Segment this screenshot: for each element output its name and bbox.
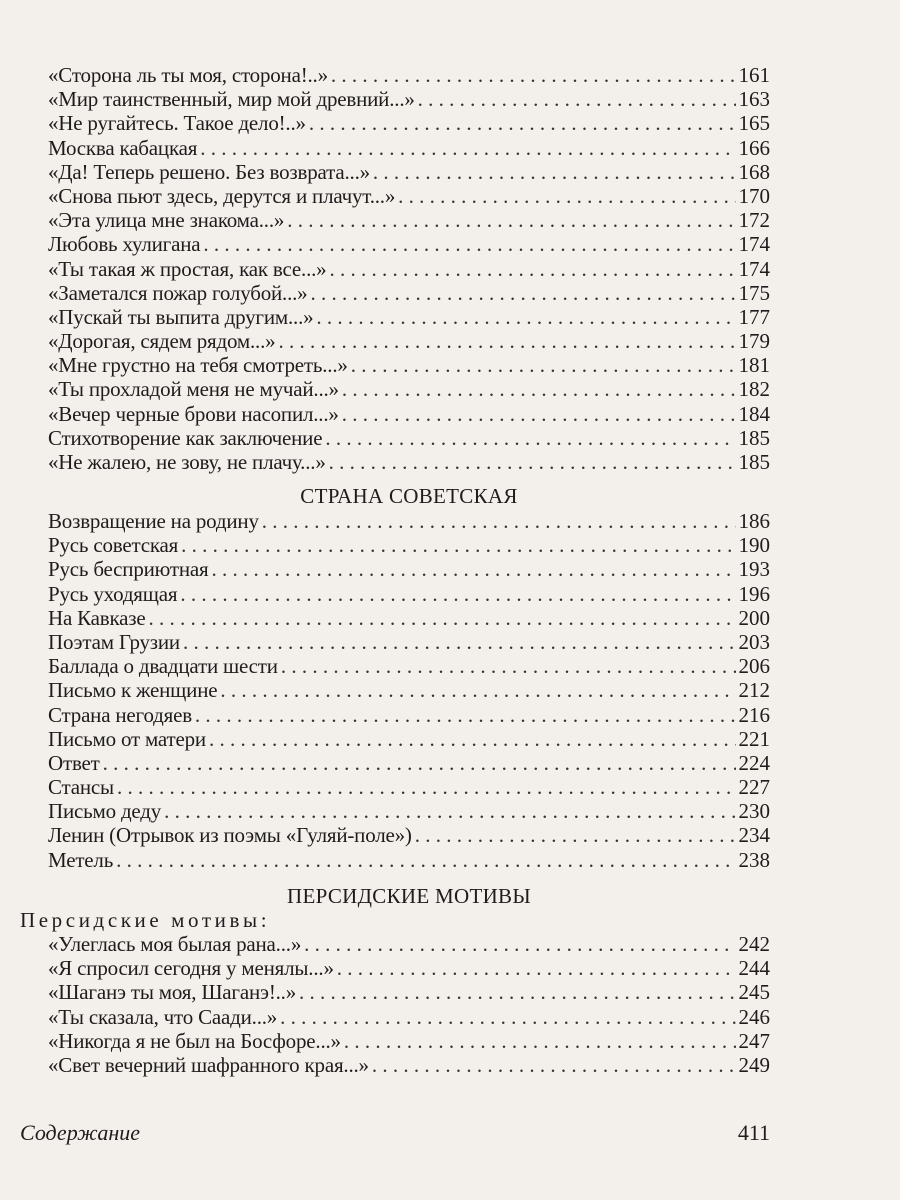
toc-entry (48, 63, 770, 87)
dot-leader (372, 1053, 736, 1077)
entry-title: «Я спросил сегодня у менялы...» (48, 956, 334, 981)
entry-page: 190 (738, 533, 770, 558)
entry-page: 170 (738, 183, 770, 208)
entry-title: Баллада о двадцати шести (48, 654, 278, 679)
toc-entry (48, 533, 770, 557)
entry-title: Стихотворение как заключение (48, 425, 323, 450)
entry-page: 182 (738, 377, 770, 402)
entry-title: «Никогда я не был на Босфоре...» (48, 1028, 341, 1053)
entry-page: 174 (738, 232, 770, 257)
toc-entry (48, 377, 770, 401)
dot-leader (415, 823, 736, 847)
entry-page: 224 (738, 750, 770, 775)
entry-title: Стансы (48, 775, 114, 800)
toc-entry (48, 654, 770, 678)
dot-leader (220, 678, 735, 702)
entry-page: 203 (738, 629, 770, 654)
toc-entry (48, 160, 770, 184)
entry-page: 161 (738, 63, 770, 87)
entry-page: 246 (738, 1004, 770, 1029)
entry-title: «Ты прохладой меня не мучай...» (48, 377, 339, 402)
toc-entry (48, 980, 770, 1004)
entry-title: «Не жалею, не зову, не плачу...» (48, 450, 326, 474)
dot-leader (418, 87, 736, 111)
toc-entry (48, 630, 770, 654)
entry-title: «Не ругайтесь. Такое дело!..» (48, 111, 306, 136)
toc-entry (48, 932, 770, 956)
dot-leader (299, 980, 735, 1004)
entry-title: «Свет вечерний шафранного края...» (48, 1052, 369, 1077)
entry-page: 181 (738, 353, 770, 378)
entry-page: 244 (738, 956, 770, 981)
toc-entry (48, 1029, 770, 1053)
entry-title: Поэтам Грузии (48, 629, 180, 654)
entry-title: «Ты сказала, что Саади...» (48, 1004, 278, 1029)
toc-section-moskva (48, 63, 770, 474)
entry-page: 196 (738, 581, 770, 606)
entry-page: 184 (738, 401, 770, 426)
entry-page: 163 (738, 87, 770, 112)
dot-leader (180, 582, 735, 606)
toc-entry (48, 1053, 770, 1077)
entry-page: 245 (738, 980, 770, 1005)
toc-entry (48, 136, 770, 160)
dot-leader (287, 208, 735, 232)
entry-title: Письмо от матери (48, 726, 206, 751)
entry-page: 193 (738, 557, 770, 582)
toc-entry (48, 232, 770, 256)
toc-entry (48, 557, 770, 581)
dot-leader (398, 184, 735, 208)
dot-leader (351, 353, 736, 377)
entry-title: Любовь хулигана (48, 232, 201, 257)
entry-title: «Да! Теперь решено. Без возврата...» (48, 159, 370, 184)
entry-title: Русь советская (48, 533, 179, 558)
entry-title: «Улеглась моя былая рана...» (48, 932, 302, 956)
dot-leader (203, 232, 735, 256)
entry-page: 249 (738, 1052, 770, 1077)
entry-title: «Сторона ль ты моя, сторона!..» (48, 63, 328, 87)
entry-title: Москва кабацкая (48, 135, 198, 160)
entry-title: «Снова пьют здесь, дерутся и плачут...» (48, 183, 396, 208)
dot-leader (325, 426, 735, 450)
dot-leader (181, 533, 735, 557)
dot-leader (211, 557, 735, 581)
subheading-persidskie-motivy: Персидские мотивы: (20, 908, 271, 932)
dot-leader (373, 160, 736, 184)
entry-title: «Ты такая ж простая, как все...» (48, 256, 327, 281)
dot-leader (316, 305, 735, 329)
toc-entry (48, 1005, 770, 1029)
entry-title: Метель (48, 847, 114, 872)
dot-leader (195, 703, 736, 727)
toc-entry (48, 184, 770, 208)
entry-title: «Мир таинственный, мир мой древний...» (48, 87, 415, 112)
toc-entry (48, 582, 770, 606)
entry-page: 230 (738, 799, 770, 824)
entry-page: 238 (738, 847, 770, 872)
entry-page: 177 (738, 304, 770, 329)
entry-title: «Пускай ты выпита другим...» (48, 304, 314, 329)
dot-leader (342, 402, 736, 426)
toc-entry (48, 87, 770, 111)
toc-entry (48, 426, 770, 450)
entry-title: «Вечер черные брови насопил...» (48, 401, 339, 426)
entry-page: 179 (738, 329, 770, 354)
dot-leader (200, 136, 735, 160)
toc-entry (48, 329, 770, 353)
toc-entry (48, 402, 770, 426)
entry-page: 234 (738, 823, 770, 848)
toc-entry (48, 208, 770, 232)
entry-title: «Дорогая, сядем рядом...» (48, 329, 276, 354)
entry-title: Ленин (Отрывок из поэмы «Гуляй-поле») (48, 823, 412, 848)
entry-title: На Кавказе (48, 605, 146, 630)
toc-entry (48, 751, 770, 775)
entry-page: 186 (738, 509, 770, 533)
entry-title: «Заметался пожар голубой...» (48, 280, 308, 305)
toc-section-persidskie-motivy (48, 932, 770, 1077)
entry-title: Русь бесприютная (48, 557, 209, 582)
toc-entry (48, 509, 770, 533)
toc-entry (48, 111, 770, 135)
entry-title: Возвращение на родину (48, 509, 259, 533)
dot-leader (262, 509, 736, 533)
entry-page: 247 (738, 1028, 770, 1053)
toc-section-strana-sovetskaya (48, 509, 770, 872)
running-title: Содержание (20, 1120, 141, 1145)
dot-leader (329, 257, 735, 281)
dot-leader (331, 63, 736, 87)
toc-entry (48, 823, 770, 847)
toc-entry (48, 848, 770, 872)
dot-leader (164, 799, 735, 823)
dot-leader (310, 281, 735, 305)
dot-leader (116, 848, 735, 872)
section-heading-strana-sovetskaya: СТРАНА СОВЕТСКАЯ (300, 484, 518, 508)
toc-entry (48, 257, 770, 281)
entry-page: 185 (738, 450, 770, 474)
dot-leader (117, 775, 736, 799)
entry-title: Русь уходящая (48, 581, 178, 606)
entry-title: Ответ (48, 750, 100, 775)
entry-title: Страна негодяев (48, 702, 192, 727)
entry-title: «Шаганэ ты моя, Шаганэ!..» (48, 980, 297, 1005)
section-heading-persidskie-motivy: ПЕРСИДСКИЕ МОТИВЫ (287, 884, 531, 908)
toc-entry (48, 956, 770, 980)
entry-page: 175 (738, 280, 770, 305)
entry-title: Письмо деду (48, 799, 162, 824)
entry-page: 174 (738, 256, 770, 281)
entry-page: 185 (738, 425, 770, 450)
entry-page: 221 (738, 726, 770, 751)
toc-entry (48, 678, 770, 702)
dot-leader (337, 956, 736, 980)
dot-leader (209, 727, 736, 751)
entry-title: «Мне грустно на тебя смотреть...» (48, 353, 348, 378)
dot-leader (281, 654, 736, 678)
dot-leader (329, 450, 736, 474)
toc-entry (48, 799, 770, 823)
entry-page: 242 (738, 932, 770, 956)
entry-title: Письмо к женщине (48, 678, 218, 703)
toc-entry (48, 703, 770, 727)
dot-leader (344, 1029, 736, 1053)
dot-leader (342, 377, 736, 401)
dot-leader (149, 606, 736, 630)
dot-leader (309, 111, 736, 135)
entry-page: 165 (738, 111, 770, 136)
toc-entry (48, 353, 770, 377)
dot-leader (183, 630, 736, 654)
entry-page: 216 (738, 702, 770, 727)
page-number: 411 (737, 1120, 770, 1145)
entry-page: 168 (738, 159, 770, 184)
entry-page: 172 (738, 208, 770, 233)
dot-leader (304, 932, 735, 956)
toc-entry (48, 450, 770, 474)
toc-entry (48, 727, 770, 751)
dot-leader (103, 751, 736, 775)
entry-page: 227 (738, 775, 770, 800)
dot-leader (278, 329, 735, 353)
toc-entry (48, 606, 770, 630)
entry-title: «Эта улица мне знакома...» (48, 208, 285, 233)
entry-page: 212 (738, 678, 770, 703)
entry-page: 200 (738, 605, 770, 630)
entry-page: 166 (738, 135, 770, 160)
entry-page: 206 (738, 654, 770, 679)
dot-leader (280, 1005, 735, 1029)
toc-entry (48, 305, 770, 329)
toc-entry (48, 281, 770, 305)
toc-entry (48, 775, 770, 799)
